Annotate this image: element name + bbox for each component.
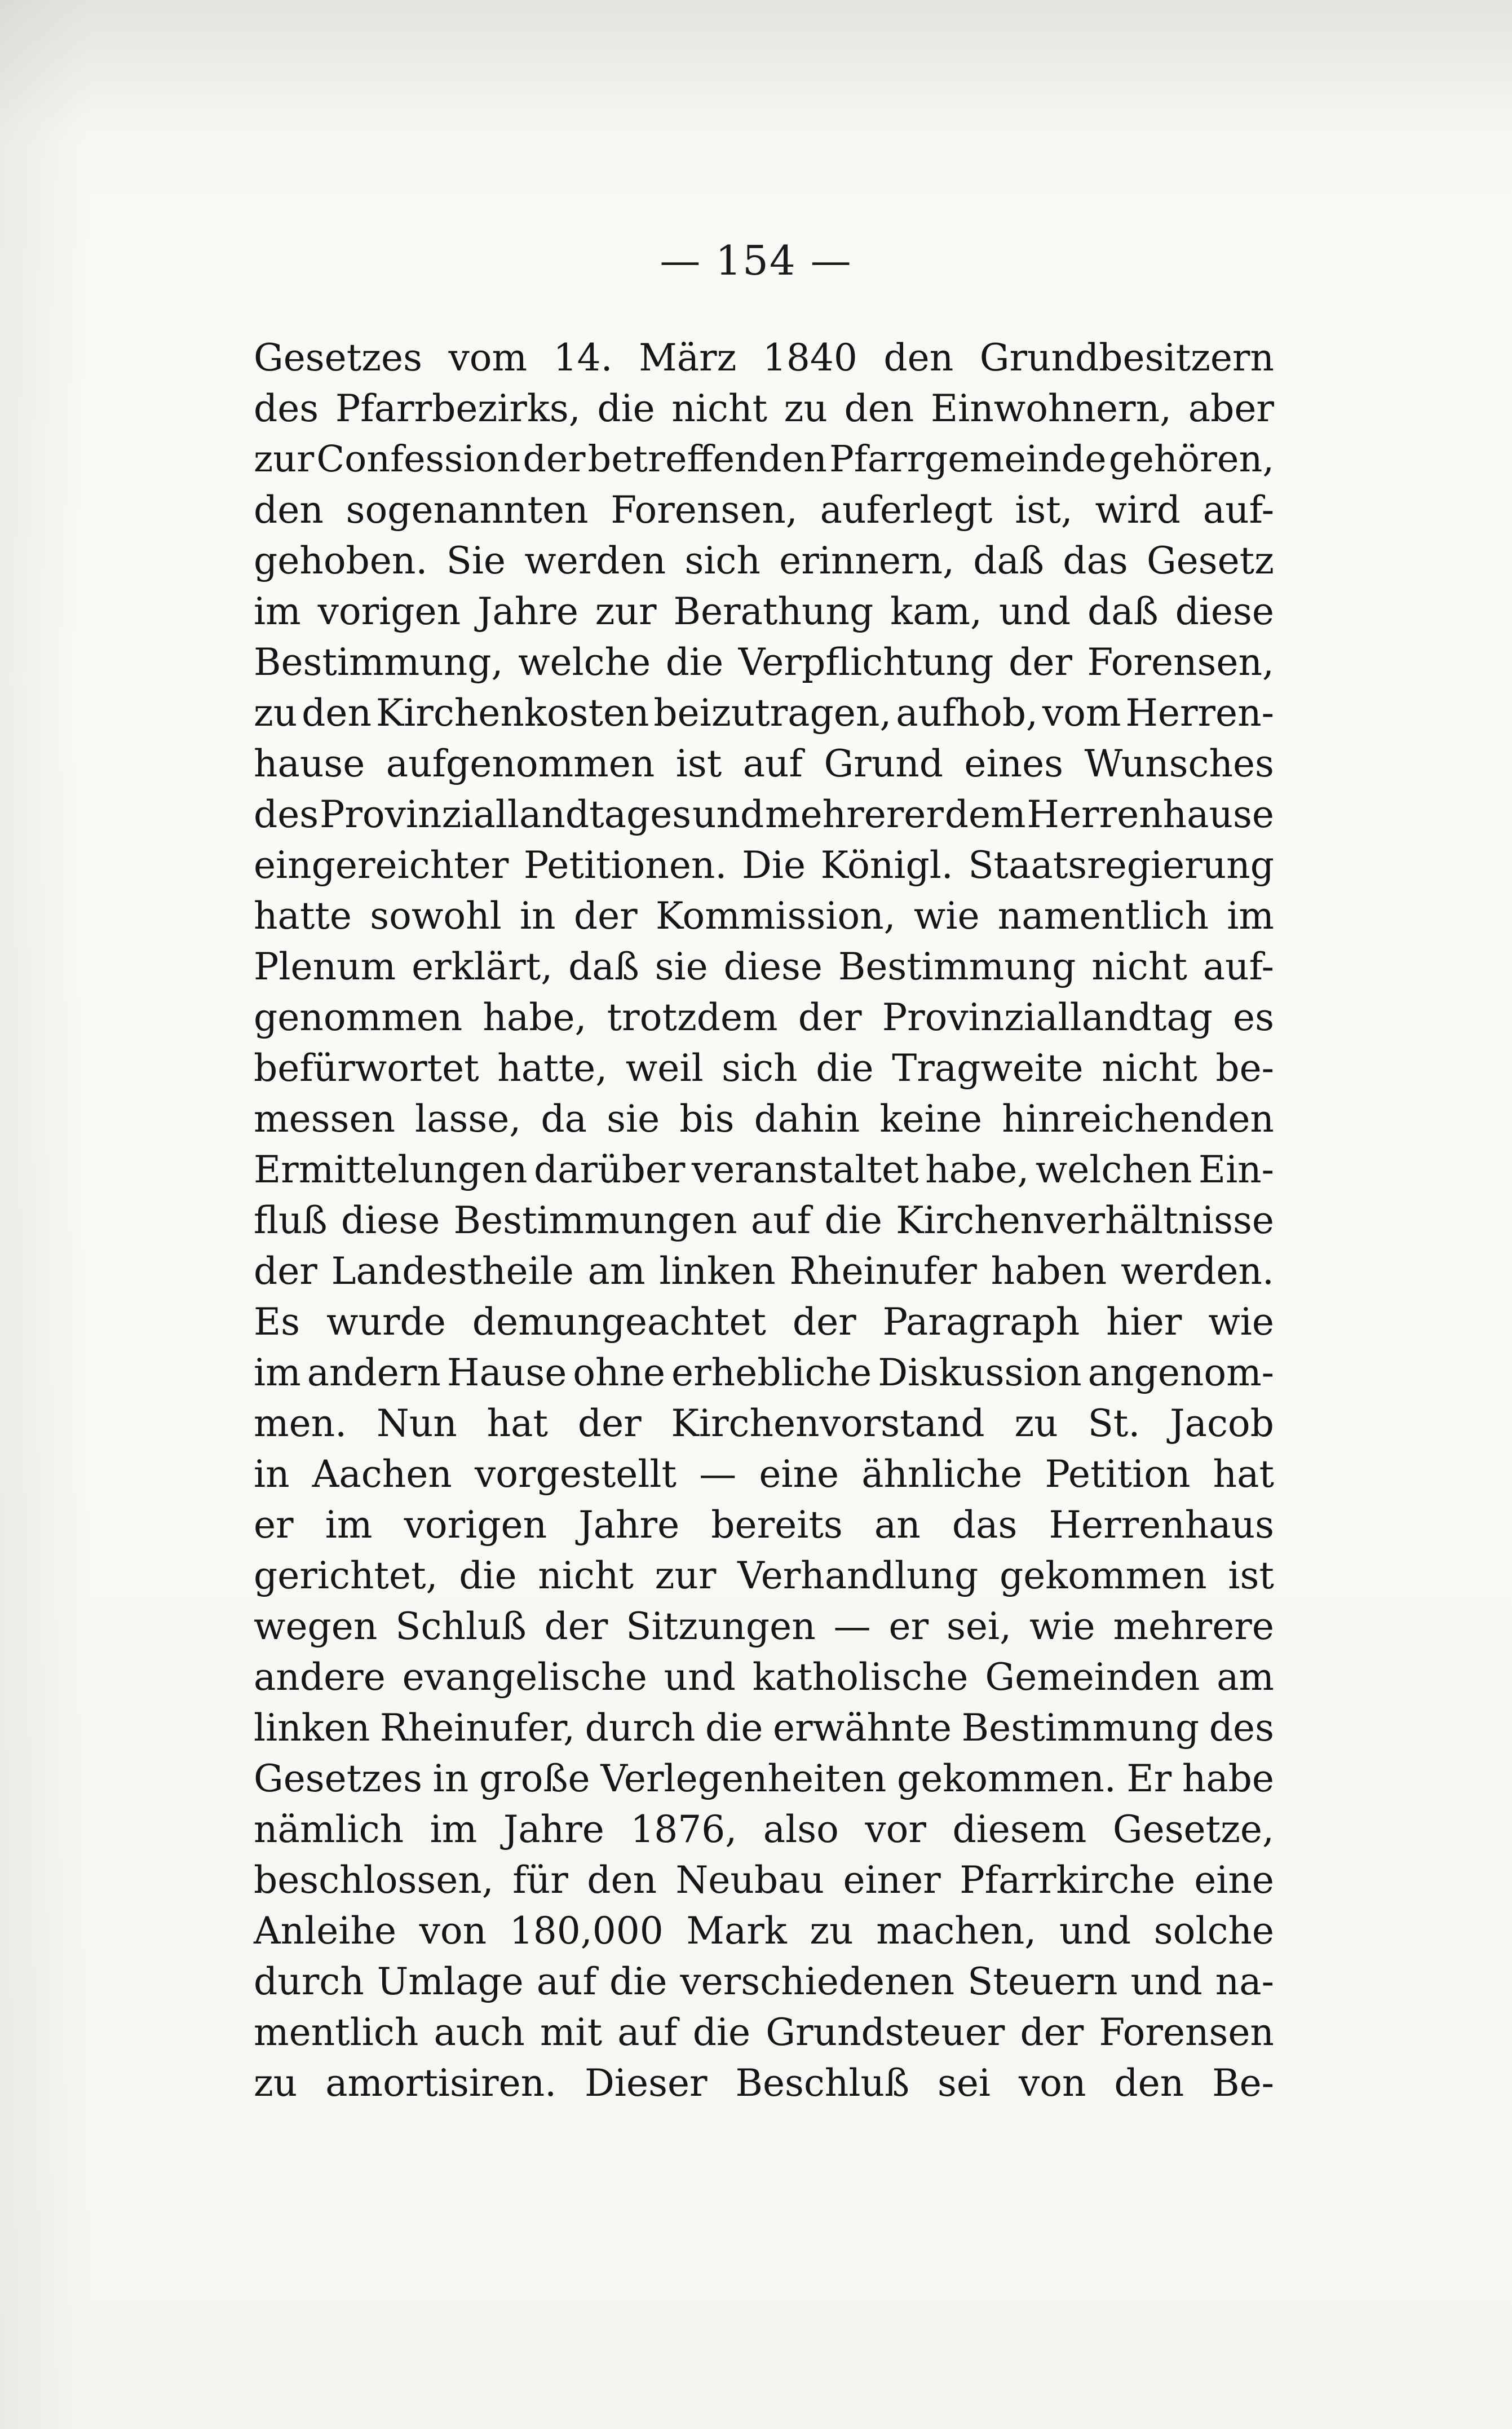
word: linken (659, 1249, 776, 1293)
text-line (254, 2007, 1274, 2058)
word: mehrerer (765, 793, 944, 836)
word: messen (254, 1097, 395, 1141)
word: den (302, 691, 372, 735)
text-line (254, 637, 1274, 688)
text-line (254, 1449, 1274, 1500)
word: gekommen. (896, 1757, 1116, 1800)
word: Verhandlung (737, 1554, 979, 1597)
word: wird (1095, 488, 1181, 532)
word: die (692, 2011, 751, 2054)
word: trotzdem (607, 996, 778, 1039)
word: daß (973, 539, 1044, 582)
word: Er (1126, 1757, 1172, 1800)
word: Berathung (673, 590, 874, 633)
word: hat (1213, 1452, 1274, 1496)
word: Es (254, 1300, 300, 1344)
word: ist (675, 742, 722, 785)
word: be- (1215, 1046, 1274, 1090)
word: Be- (1212, 2061, 1274, 2105)
word: mentlich (254, 2011, 419, 2054)
word: Gesetz (1146, 539, 1274, 582)
word: Aachen (312, 1452, 452, 1496)
word: wie (913, 894, 980, 938)
word: sich (722, 1046, 798, 1090)
word: sich (684, 539, 761, 582)
word: nicht (538, 1554, 634, 1597)
word: bereits (711, 1503, 843, 1547)
word: Sie (446, 539, 506, 582)
word: zur (254, 438, 315, 480)
text-line (254, 942, 1274, 992)
word: Pfarrbezirks, (335, 387, 581, 430)
word: sei, (947, 1605, 1012, 1648)
word: Bestimmung (838, 945, 1076, 988)
word: Umlage (377, 1960, 524, 2003)
word: von (1018, 2061, 1086, 2105)
word: Grundbesitzern (979, 336, 1274, 379)
word: vorigen (317, 590, 461, 633)
word: sogenannten (346, 488, 589, 532)
text-line (254, 1500, 1274, 1551)
word: Plenum (254, 945, 396, 988)
word: in (519, 894, 556, 938)
text-line (254, 1754, 1274, 1804)
word: beizutragen, (653, 691, 892, 735)
text-line (254, 1094, 1274, 1145)
word: diese (723, 945, 823, 988)
word: im (1227, 894, 1274, 938)
word: hier (1106, 1300, 1182, 1344)
word: Forensen (1099, 2011, 1274, 2054)
word: des (254, 387, 319, 430)
word: darüber (533, 1148, 686, 1191)
word: der (523, 438, 586, 480)
word: er (888, 1605, 929, 1648)
word: gekommen (999, 1554, 1207, 1597)
word: erinnern, (779, 539, 954, 582)
word: namentlich (997, 894, 1209, 938)
text-line (254, 992, 1274, 1043)
text-line (254, 789, 1274, 840)
word: na- (1215, 1960, 1274, 2003)
word: Forensen, (1087, 641, 1274, 684)
word: veranstaltet (691, 1148, 919, 1191)
word: es (1233, 996, 1274, 1039)
word: betreffenden (587, 438, 827, 480)
word: Grund (824, 742, 943, 785)
word: die (705, 1706, 763, 1750)
word: also (763, 1808, 839, 1851)
word: Staatsregierung (968, 843, 1274, 887)
word: beschlossen, (254, 1858, 494, 1902)
text-line (254, 333, 1274, 383)
word: auf (742, 742, 803, 785)
word: der (544, 1605, 608, 1648)
word: Kommission, (655, 894, 896, 938)
text-line (254, 2058, 1274, 2109)
word: im (430, 1808, 478, 1851)
word: Petition (1045, 1452, 1191, 1496)
word: Herrenhause (1027, 793, 1274, 836)
word: das (952, 1503, 1018, 1547)
word: Diskussion (878, 1351, 1082, 1394)
word: Herrenhaus (1049, 1503, 1274, 1547)
word: andern (307, 1351, 441, 1394)
body-text (254, 333, 1274, 2109)
word: St. (1087, 1402, 1140, 1445)
word: der (792, 1300, 856, 1344)
text-line (254, 688, 1274, 739)
word: gehören, (1108, 438, 1274, 480)
word: wie (1208, 1300, 1274, 1344)
word: des (1209, 1706, 1274, 1750)
word: Wunsches (1084, 742, 1274, 785)
word: nicht (671, 387, 767, 430)
word: Grundsteuer (766, 2011, 1005, 2054)
word: zu (1014, 1402, 1058, 1445)
word: auf- (1202, 488, 1274, 532)
word: solche (1153, 1909, 1274, 1953)
word: Gesetze, (1112, 1808, 1274, 1851)
word: durch (585, 1706, 696, 1750)
word: Ermittelungen (254, 1148, 528, 1191)
word: mit (540, 2011, 603, 2054)
word: Kirchenvorstand (671, 1402, 985, 1445)
word: große (479, 1757, 590, 1800)
word: andere (254, 1655, 386, 1699)
word: wegen (254, 1605, 378, 1648)
word: aufhob, (896, 691, 1038, 735)
word: hatte (254, 894, 352, 938)
text-line (254, 1957, 1274, 2007)
word: diese (1175, 590, 1274, 633)
word: mehrere (1113, 1605, 1274, 1648)
word: dem (944, 793, 1026, 836)
text-line (254, 1652, 1274, 1703)
word: im (254, 1351, 301, 1394)
word: lasse, (415, 1097, 521, 1141)
word: den (1114, 2061, 1184, 2105)
word: nicht (1091, 945, 1187, 988)
word: am (1217, 1655, 1274, 1699)
word: auf (536, 1960, 596, 2003)
word: die (824, 1199, 882, 1242)
word: zur (595, 590, 657, 633)
text-line (254, 739, 1274, 789)
word: welche (518, 641, 651, 684)
word: auf (617, 2011, 678, 2054)
word: vom (1042, 691, 1121, 735)
word: Gesetzes (254, 1757, 422, 1800)
word: zu (254, 2061, 298, 2105)
word: 1876, (630, 1808, 737, 1851)
word: fluß (254, 1199, 328, 1242)
text-line (254, 383, 1274, 434)
word: die (459, 1554, 517, 1597)
text-line (254, 1043, 1274, 1094)
word: hinreichenden (1002, 1097, 1274, 1141)
word: Verpflichtung (738, 641, 994, 684)
word: für (512, 1858, 568, 1902)
word: wurde (326, 1300, 446, 1344)
word: der (254, 1249, 317, 1293)
word: Petitionen. (523, 843, 727, 887)
word: Paragraph (882, 1300, 1080, 1344)
word: eine (759, 1452, 839, 1496)
word: men. (254, 1402, 347, 1445)
word: in (254, 1452, 290, 1496)
word: Landestheile (331, 1249, 574, 1293)
word: welchen (1035, 1148, 1192, 1191)
text-line (254, 1195, 1274, 1246)
word: dahin (754, 1097, 860, 1141)
word: der (798, 996, 862, 1039)
word: an (874, 1503, 921, 1547)
word: von (419, 1909, 487, 1953)
word: ist, (1015, 488, 1073, 532)
word: zu (254, 691, 298, 735)
word: die (816, 1046, 874, 1090)
word: des (254, 793, 319, 836)
word: Nun (376, 1402, 457, 1445)
word: evangelische (402, 1655, 647, 1699)
word: sei (938, 2061, 991, 2105)
word: Schluß (395, 1605, 527, 1648)
word: Bestimmung (961, 1706, 1200, 1750)
word: vor (865, 1808, 926, 1851)
word: 180,000 (509, 1909, 664, 1953)
word: gerichtet, (254, 1554, 438, 1597)
word: die (665, 641, 724, 684)
word: einer (843, 1858, 941, 1902)
text-line (254, 1145, 1274, 1195)
word: und (664, 1655, 736, 1699)
word: sie (655, 945, 708, 988)
word: Herren- (1125, 691, 1274, 735)
word: auch (434, 2011, 525, 2054)
word: genommen (254, 996, 463, 1039)
word: werden (524, 539, 666, 582)
word: März (639, 336, 737, 379)
word: und (1130, 1960, 1202, 2003)
word: erhebliche (671, 1351, 872, 1394)
word: Jahre (578, 1503, 680, 1547)
word: habe (1182, 1757, 1274, 1800)
text-line (254, 1804, 1274, 1855)
word: den (587, 1858, 657, 1902)
word: hatte, (497, 1046, 608, 1090)
word: ist (1228, 1554, 1274, 1597)
text-line (254, 434, 1274, 485)
word: werden. (1121, 1249, 1274, 1293)
word: hause (254, 742, 365, 785)
text-line (254, 1246, 1274, 1297)
word: amortisiren. (325, 2061, 557, 2105)
word: im (254, 590, 301, 633)
word: Neubau (675, 1858, 824, 1902)
word: Forensen, (611, 488, 798, 532)
word: demungeachtet (472, 1300, 766, 1344)
word: Königl. (820, 843, 953, 887)
word: Hause (446, 1351, 567, 1394)
word: kam, (890, 590, 982, 633)
word: der (1009, 641, 1072, 684)
word: machen, (876, 1909, 1037, 1953)
word: der (573, 894, 638, 938)
word: Steuern (967, 1960, 1118, 2003)
word: diesem (952, 1808, 1087, 1851)
word: und (1059, 1909, 1131, 1953)
word: daß (568, 945, 639, 988)
word: den (844, 387, 914, 430)
word: erwähnte (773, 1706, 952, 1750)
word: — (833, 1605, 871, 1648)
text-line (254, 891, 1274, 942)
word: Bestimmungen (453, 1199, 737, 1242)
word: Die (741, 843, 806, 887)
word: und (692, 793, 764, 836)
word: daß (1087, 590, 1159, 633)
word: nicht (1102, 1046, 1197, 1090)
word: das (1063, 539, 1128, 582)
word: weil (625, 1046, 704, 1090)
word: linken (254, 1706, 370, 1750)
word: Sitzungen (626, 1605, 816, 1648)
word: Provinziallandtages (319, 793, 692, 836)
page-edge-shading-left (0, 0, 90, 2429)
word: keine (879, 1097, 983, 1141)
word: aber (1188, 387, 1274, 430)
word: diese (341, 1199, 440, 1242)
word: Mark (686, 1909, 787, 1953)
word: den (254, 488, 324, 532)
word: wie (1029, 1605, 1095, 1648)
word: Rheinufer, (379, 1706, 576, 1750)
text-line (254, 1855, 1274, 1906)
text-line (254, 1348, 1274, 1398)
word: den (883, 336, 954, 379)
word: der (1020, 2011, 1084, 2054)
text-line (254, 1398, 1274, 1449)
word: ohne (573, 1351, 666, 1394)
word: die (609, 1960, 667, 2003)
word: eine (1194, 1858, 1274, 1902)
word: Kirchenverhältnisse (896, 1199, 1274, 1242)
word: Verlegenheiten (600, 1757, 887, 1800)
word: Einwohnern, (930, 387, 1172, 430)
word: sie (607, 1097, 660, 1141)
word: zu (810, 1909, 854, 1953)
word: 1840 (762, 336, 857, 379)
word: Jahre (503, 1808, 604, 1851)
word: habe, (483, 996, 587, 1039)
word: aufgenommen (386, 742, 655, 785)
word: eines (964, 742, 1064, 785)
word: angenom- (1087, 1351, 1274, 1394)
word: zu (784, 387, 828, 430)
word: Jacob (1170, 1402, 1274, 1445)
word: der (577, 1402, 642, 1445)
word: Pfarrgemeinde (829, 438, 1107, 480)
word: sowohl (370, 894, 502, 938)
text-line (254, 586, 1274, 637)
word: Pfarrkirche (960, 1858, 1175, 1902)
word: am (587, 1249, 646, 1293)
text-line (254, 1703, 1274, 1754)
word: — (699, 1452, 737, 1496)
word: nämlich (254, 1808, 404, 1851)
word: Gesetzes (254, 336, 422, 379)
text-line (254, 1297, 1274, 1348)
word: Ein- (1198, 1148, 1274, 1191)
word: befürwortet (254, 1046, 479, 1090)
text-line (254, 1601, 1274, 1652)
word: bis (679, 1097, 735, 1141)
word: Confession (316, 438, 521, 480)
word: durch (254, 1960, 364, 2003)
word: Anleihe (254, 1909, 397, 1953)
word: er (254, 1503, 294, 1547)
word: vorgestellt (474, 1452, 677, 1496)
word: Tragweite (892, 1046, 1084, 1090)
word: zur (655, 1554, 717, 1597)
word: Kirchenkosten (375, 691, 649, 735)
word: im (325, 1503, 373, 1547)
word: und (998, 590, 1071, 633)
word: habe, (925, 1148, 1029, 1191)
word: die (597, 387, 655, 430)
page-number: — 154 — (660, 237, 852, 284)
word: gehoben. (254, 539, 428, 582)
word: verschiedenen (680, 1960, 955, 2003)
word: 14. (553, 336, 613, 379)
word: Beschluß (735, 2061, 910, 2105)
word: Provinziallandtag (882, 996, 1213, 1039)
word: ähnliche (861, 1452, 1023, 1496)
text-line (254, 536, 1274, 586)
word: Jahre (477, 590, 578, 633)
word: vom (448, 336, 528, 379)
text-line (254, 485, 1274, 536)
word: haben (991, 1249, 1107, 1293)
word: auf- (1202, 945, 1274, 988)
word: in (432, 1757, 469, 1800)
word: hat (487, 1402, 548, 1445)
word: Rheinufer (789, 1249, 977, 1293)
text-line (254, 840, 1274, 891)
word: auferlegt (820, 488, 993, 532)
word: Gemeinden (985, 1655, 1200, 1699)
word: eingereichter (254, 843, 509, 887)
text-line (254, 1551, 1274, 1601)
word: da (541, 1097, 587, 1141)
word: Dieser (585, 2061, 708, 2105)
word: Bestimmung, (254, 641, 503, 684)
word: auf (750, 1199, 811, 1242)
word: erklärt, (412, 945, 553, 988)
word: katholische (752, 1655, 969, 1699)
page-edge-shading-top (0, 0, 1512, 147)
text-line (254, 1906, 1274, 1957)
word: vorigen (404, 1503, 547, 1547)
